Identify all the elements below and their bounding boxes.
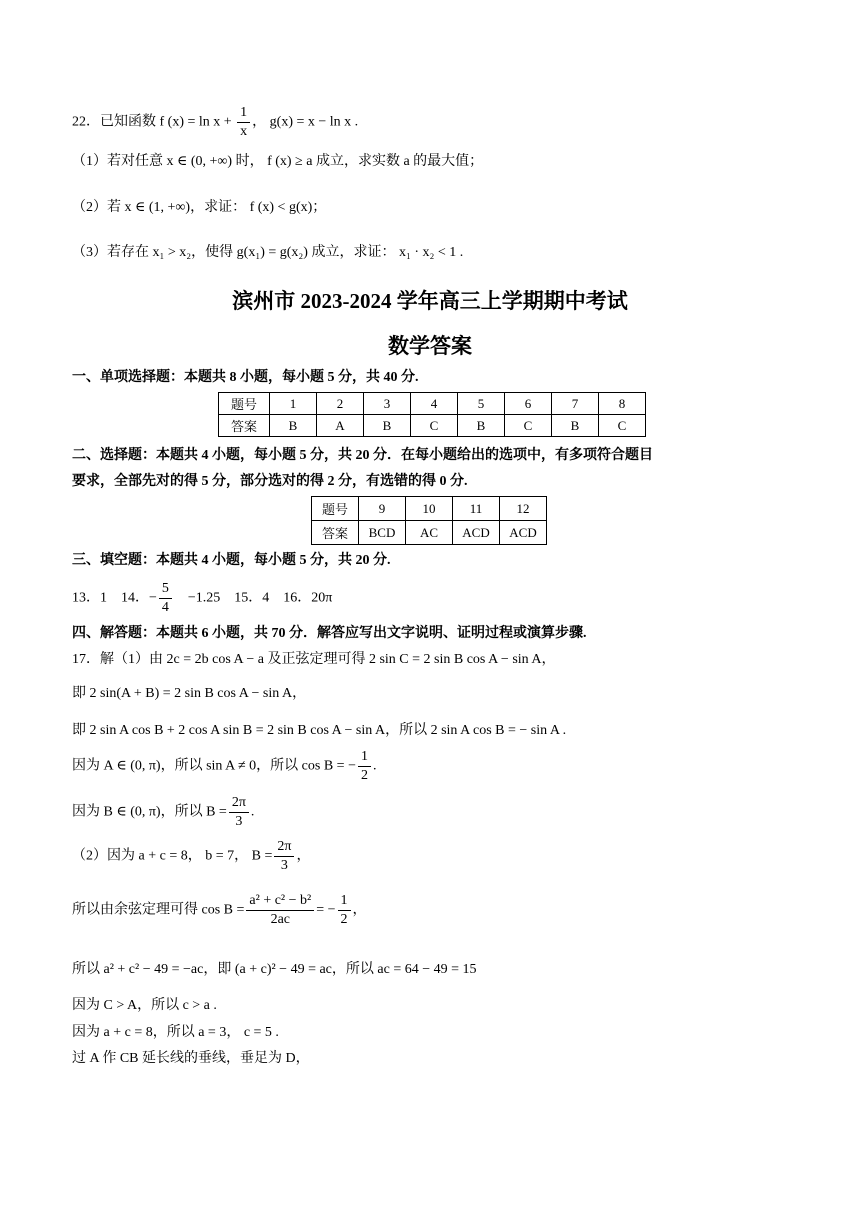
q22-fraction xyxy=(237,104,250,141)
table-cell: B xyxy=(364,415,411,437)
section1-answer-row xyxy=(219,415,646,437)
q22-g-def: ， g(x) = x − ln x . xyxy=(252,114,359,130)
table-cell: C xyxy=(505,415,552,437)
frac-den: 3 xyxy=(235,814,243,829)
table-cell: 2 xyxy=(317,393,364,415)
q22-part2: （2）若 x ∈ (1, +∞)，求证： f (x) < g(x)； xyxy=(72,200,327,215)
frac-den: 4 xyxy=(161,600,169,615)
table-cell: 8 xyxy=(599,393,646,415)
solution-text: 因为 A ∈ (0, π)，所以 sin A ≠ 0，所以 cos B = − xyxy=(72,758,356,774)
solution-text: ， xyxy=(352,902,367,918)
table-row-label: 答案 xyxy=(312,521,359,545)
solution-line xyxy=(72,892,367,929)
fraction xyxy=(274,838,294,875)
answer-14-fraction xyxy=(159,580,172,617)
solution-text: . xyxy=(372,758,377,774)
answer-14-sign: − xyxy=(149,590,157,606)
table-cell: 11 xyxy=(453,497,500,521)
frac-num: 2π xyxy=(274,838,294,857)
table-row-label: 答案 xyxy=(219,415,270,437)
frac-den: 2 xyxy=(360,768,368,783)
frac-den: 2 xyxy=(340,912,348,927)
section4-heading: 四、解答题：本题共 6 小题，共 70 分．解答应写出文字说明、证明过程或演算步骤. xyxy=(72,626,587,641)
frac-den: 2ac xyxy=(270,912,291,927)
section2-heading-line1: 二、选择题：本题共 4 小题，每小题 5 分，共 20 分．在每小题给出的选项中，有多项符合题目 xyxy=(72,448,653,463)
answer-13: 13．1 14． xyxy=(72,590,149,606)
table-cell: 12 xyxy=(500,497,547,521)
table-cell: 3 xyxy=(364,393,411,415)
table-cell: 9 xyxy=(359,497,406,521)
solution-text: = − xyxy=(316,902,336,918)
table-cell: 1 xyxy=(270,393,317,415)
solution-line xyxy=(72,794,254,831)
page-title: 滨州市 2023-2024 学年高三上学期期中考试 xyxy=(232,289,628,313)
section2-question-row xyxy=(312,497,547,521)
solution-line: 即 2 sin(A + B) = 2 sin B cos A − sin A， xyxy=(72,686,307,701)
fraction xyxy=(358,748,371,785)
table-cell: 7 xyxy=(552,393,599,415)
fraction xyxy=(246,892,314,929)
table-cell: 4 xyxy=(411,393,458,415)
page-subtitle: 数学答案 xyxy=(388,334,472,358)
solution-text: . xyxy=(250,804,255,820)
section2-answer-row xyxy=(312,521,547,545)
q22-frac-den: x xyxy=(240,124,248,139)
section1-heading: 一、单项选择题：本题共 8 小题，每小题 5 分，共 40 分. xyxy=(72,370,419,385)
table-row-label: 题号 xyxy=(312,497,359,521)
frac-num: 1 xyxy=(338,892,351,911)
q22-frac-num: 1 xyxy=(237,104,250,123)
solution-text: 所以由余弦定理可得 cos B = xyxy=(72,902,245,918)
section2-heading-line2: 要求，全部先对的得 5 分，部分选对的得 2 分，有选错的得 0 分. xyxy=(72,474,468,489)
table-cell: 5 xyxy=(458,393,505,415)
table-cell: ACD xyxy=(453,521,500,545)
fraction xyxy=(229,794,249,831)
solution-text: （2）因为 a + c = 8， b = 7， B = xyxy=(72,848,273,864)
solution-line xyxy=(72,748,376,785)
solution-line: 所以 a² + c² − 49 = −ac，即 (a + c)² − 49 = ac，所以 ac = 64 − 49 = 15 xyxy=(72,962,477,977)
frac-den: 3 xyxy=(280,858,288,873)
frac-num: 2π xyxy=(229,794,249,813)
frac-num: a² + c² − b² xyxy=(246,892,314,911)
solution-line: 因为 a + c = 8，所以 a = 3， c = 5 . xyxy=(72,1025,279,1040)
solution-line: 因为 C > A，所以 c > a . xyxy=(72,998,217,1013)
frac-num: 1 xyxy=(358,748,371,767)
fraction xyxy=(338,892,351,929)
frac-num: 5 xyxy=(159,580,172,599)
table-cell: 10 xyxy=(406,497,453,521)
table-cell: C xyxy=(599,415,646,437)
solution-text: ， xyxy=(296,848,311,864)
section2-answer-table xyxy=(311,496,547,545)
table-cell: BCD xyxy=(359,521,406,545)
solution-line: 过 A 作 CB 延长线的垂线，垂足为 D， xyxy=(72,1051,310,1066)
table-cell: ACD xyxy=(500,521,547,545)
q22-stem xyxy=(72,104,358,141)
table-cell: C xyxy=(411,415,458,437)
table-cell: A xyxy=(317,415,364,437)
solution-line xyxy=(72,838,310,875)
table-row-label: 题号 xyxy=(219,393,270,415)
answer-rest: −1.25 15．4 16．20π xyxy=(173,590,333,606)
solution-text: 因为 B ∈ (0, π)，所以 B = xyxy=(72,804,227,820)
section1-answer-table xyxy=(218,392,646,437)
table-cell: AC xyxy=(406,521,453,545)
q22-part3: （3）若存在 x₁ > x₂，使得 g(x₁) = g(x₂) 成立，求证： x₁ · x₂ < 1 . xyxy=(72,245,464,260)
table-cell: B xyxy=(270,415,317,437)
q22-stem-prefix: 22．已知函数 xyxy=(72,114,160,130)
section3-heading: 三、填空题：本题共 4 小题，每小题 5 分，共 20 分. xyxy=(72,553,391,568)
table-cell: B xyxy=(552,415,599,437)
solution-line: 即 2 sin A cos B + 2 cos A sin B = 2 sin B cos A − sin A，所以 2 sin A cos B = − sin A . xyxy=(72,723,567,738)
table-cell: B xyxy=(458,415,505,437)
section3-answers xyxy=(72,580,332,617)
table-cell: 6 xyxy=(505,393,552,415)
q22-f-def: f (x) = ln x + xyxy=(159,114,232,130)
solution-line: 17．解（1）由 2c = 2b cos A − a 及正弦定理可得 2 sin C = 2 sin B cos A − sin A， xyxy=(72,652,556,667)
q22-part1: （1）若对任意 x ∈ (0, +∞) 时， f (x) ≥ a 成立，求实数 a 的最大值； xyxy=(72,154,484,169)
section1-question-row xyxy=(219,393,646,415)
